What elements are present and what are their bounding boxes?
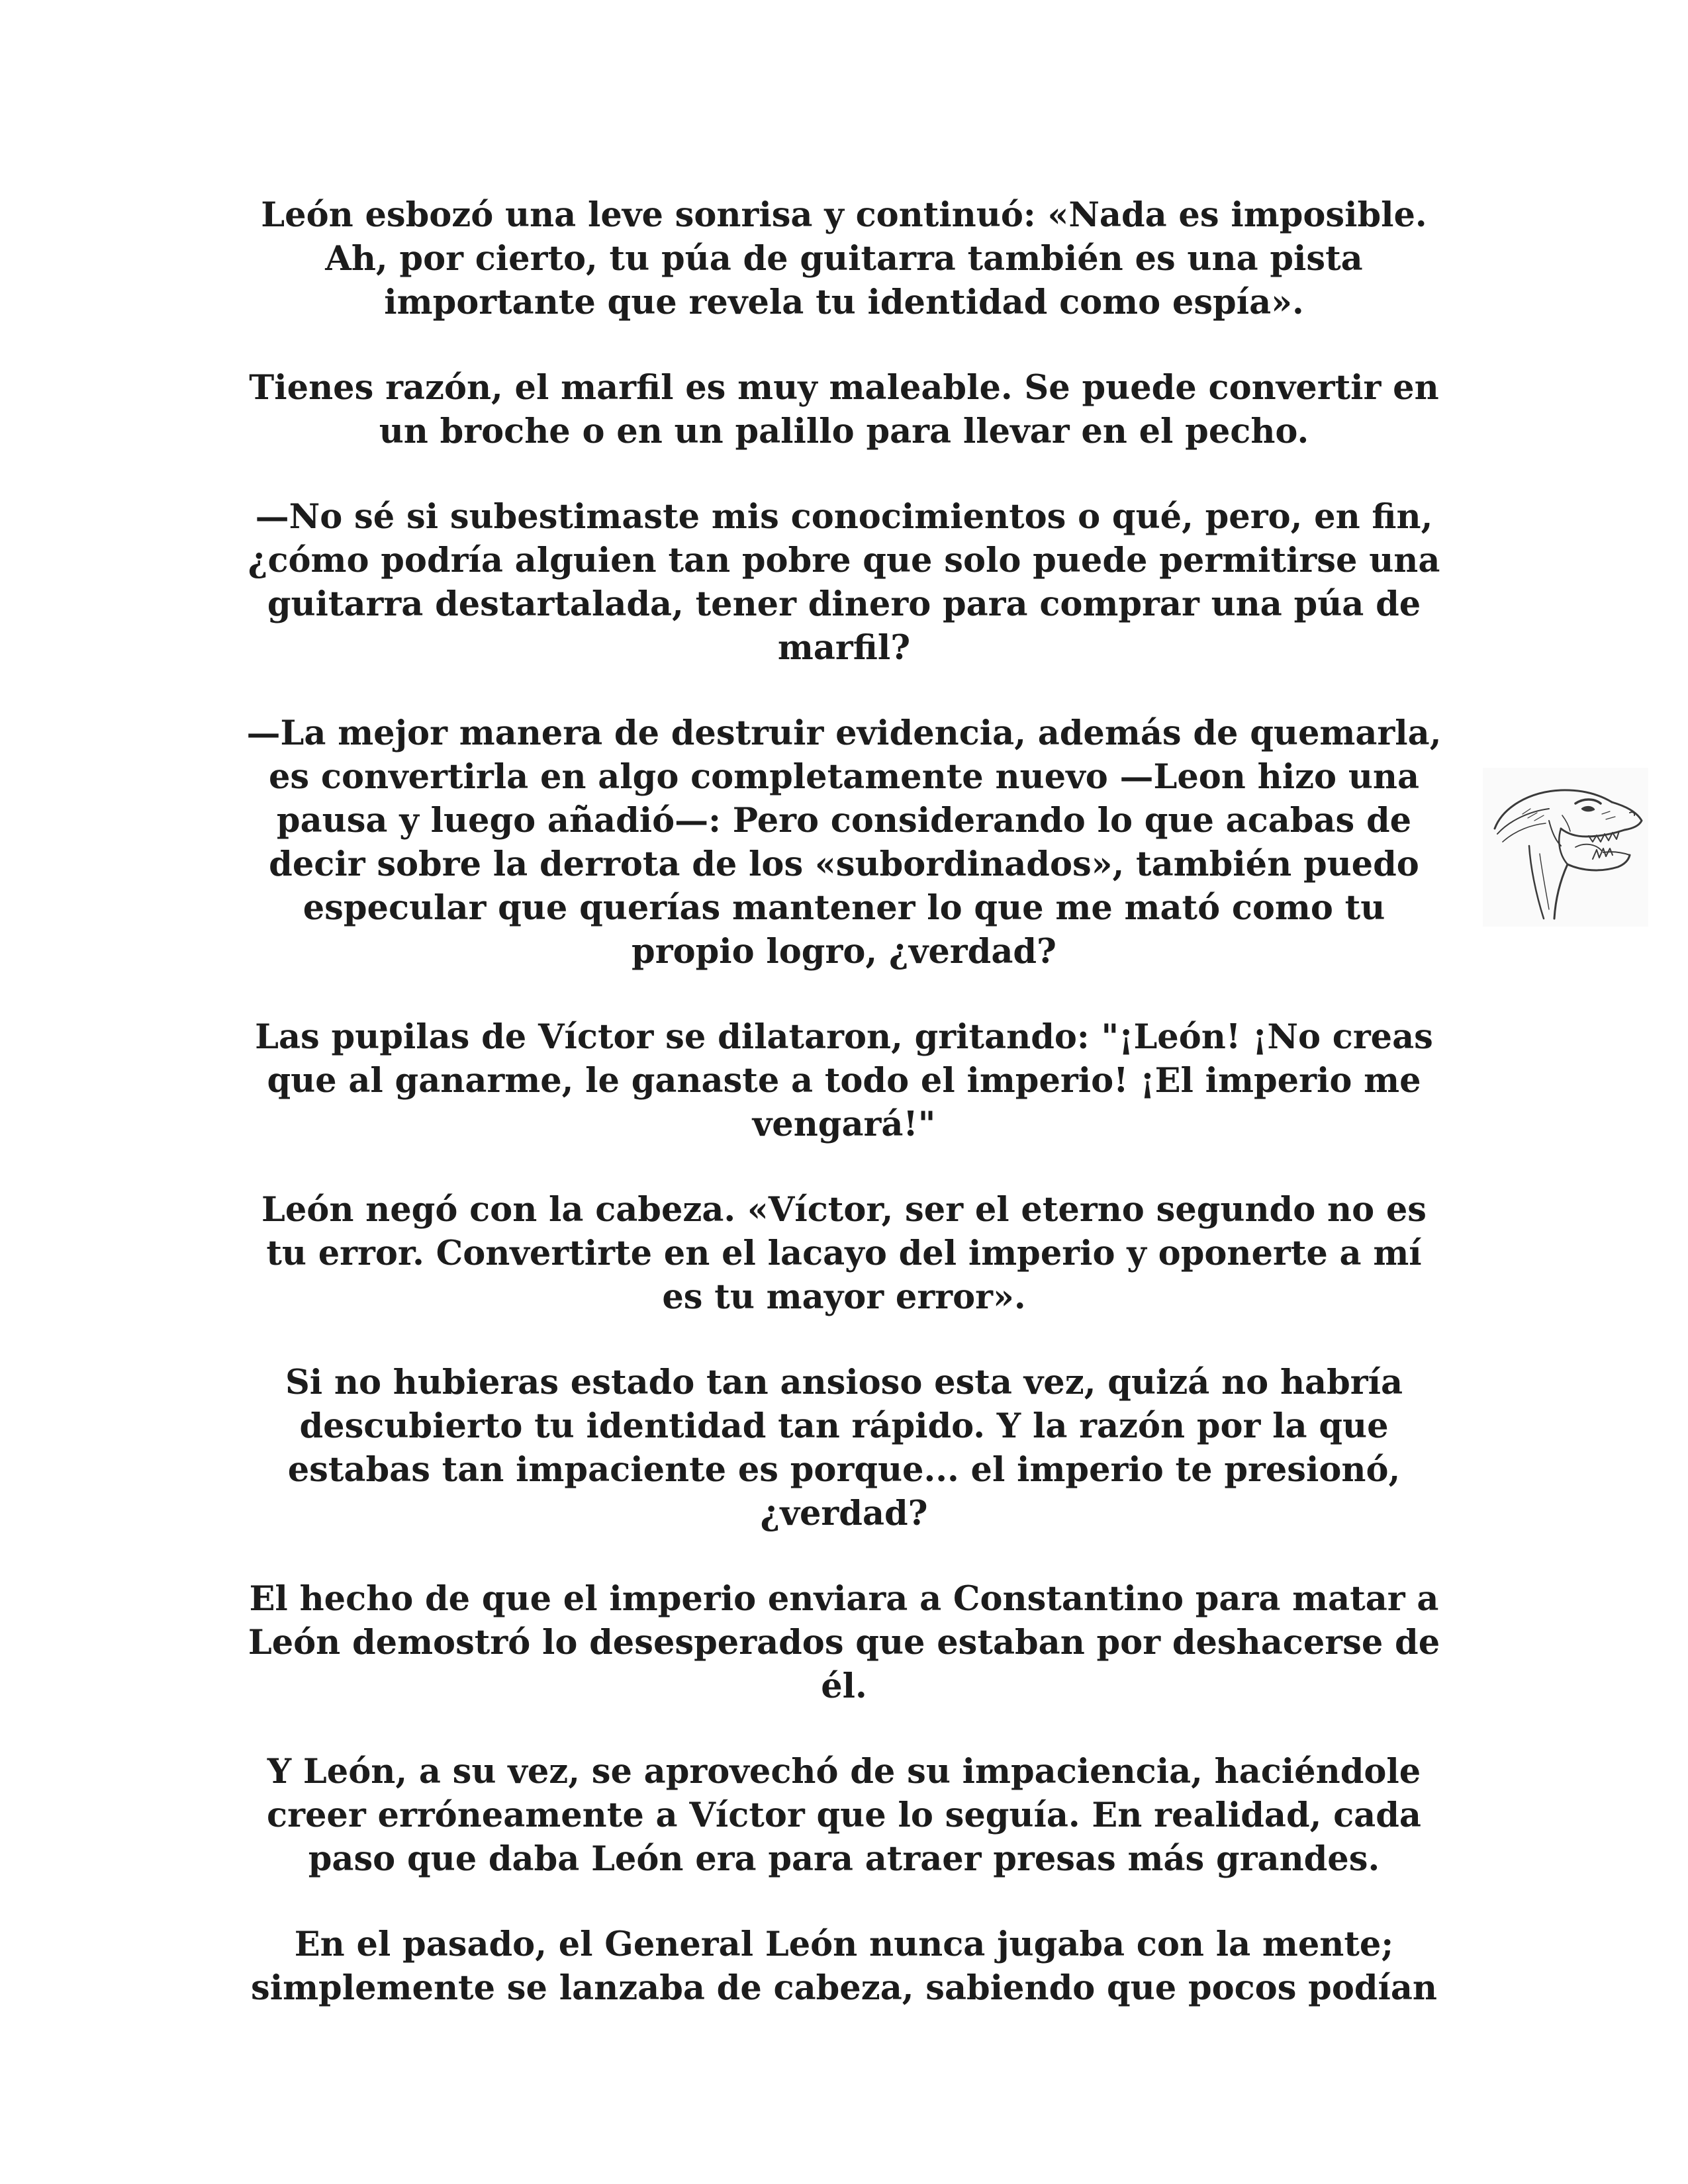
text-line: un broche o en un palillo para llevar en el pecho. xyxy=(379,412,1309,451)
text-line: paso que daba León era para atraer presas más grandes. xyxy=(308,1839,1380,1879)
text-line: Y León, a su vez, se aprovechó de su impaciencia, haciéndole xyxy=(267,1752,1421,1792)
paragraph xyxy=(225,1015,1463,1146)
paragraph xyxy=(225,366,1463,453)
text-line: Tienes razón, el marfil es muy maleable. Se puede convertir en xyxy=(249,368,1439,408)
text-line: creer erróneamente a Víctor que lo seguía. En realidad, cada xyxy=(267,1796,1421,1835)
text-line: León negó con la cabeza. «Víctor, ser el eterno segundo no es xyxy=(261,1190,1427,1230)
paragraph xyxy=(225,1750,1463,1881)
text-line: León esbozó una leve sonrisa y continuó: «Nada es imposible. xyxy=(261,195,1427,235)
text-line: ¿verdad? xyxy=(760,1494,928,1533)
dinosaur-head-sketch-icon xyxy=(1483,768,1648,927)
text-line: él. xyxy=(821,1666,867,1706)
paragraph xyxy=(225,1361,1463,1535)
text-line: es tu mayor error». xyxy=(662,1277,1026,1317)
text-line: En el pasado, el General León nunca jugaba con la mente; xyxy=(294,1925,1394,1964)
text-line: guitarra destartalada, tener dinero para comprar una púa de xyxy=(267,584,1421,624)
text-line: Si no hubieras estado tan ansioso esta vez, quizá no habría xyxy=(285,1363,1403,1402)
paragraph xyxy=(225,1577,1463,1708)
text-line: —La mejor manera de destruir evidencia, además de quemarla, xyxy=(246,713,1442,753)
text-line: es convertirla en algo completamente nuevo —Leon hizo una xyxy=(268,757,1420,797)
paragraph xyxy=(225,1188,1463,1319)
text-line: que al ganarme, le ganaste a todo el imperio! ¡El imperio me xyxy=(267,1061,1421,1101)
text-line: simplemente se lanzaba de cabeza, sabiendo que pocos podían xyxy=(251,1968,1437,2008)
text-line: El hecho de que el imperio enviara a Constantino para matar a xyxy=(249,1579,1439,1619)
paragraph xyxy=(225,1923,1463,2010)
text-line: importante que revela tu identidad como espía». xyxy=(384,283,1304,322)
text-line: tu error. Convertirte en el lacayo del imperio y oponerte a mí xyxy=(266,1234,1422,1273)
text-line: especular que querías mantener lo que me mató como tu xyxy=(303,888,1385,928)
text-line: León demostró lo desesperados que estaban por deshacerse de xyxy=(248,1623,1440,1662)
text-line: ¿cómo podría alguien tan pobre que solo puede permitirse una xyxy=(248,541,1440,580)
body-text xyxy=(225,193,1463,2052)
text-line: decir sobre la derrota de los «subordinados», también puedo xyxy=(269,844,1419,884)
text-line: marfil? xyxy=(777,628,911,668)
text-line: estabas tan impaciente es porque... el imperio te presionó, xyxy=(287,1450,1401,1490)
text-line: descubierto tu identidad tan rápido. Y la razón por la que xyxy=(299,1406,1389,1446)
text-line: pausa y luego añadió—: Pero considerando lo que acabas de xyxy=(276,801,1412,841)
text-line: —No sé si subestimaste mis conocimientos o qué, pero, en fin, xyxy=(255,497,1433,537)
text-line: Ah, por cierto, tu púa de guitarra también es una pista xyxy=(325,239,1363,279)
paragraph xyxy=(225,193,1463,324)
paragraph xyxy=(225,711,1463,974)
text-line: propio logro, ¿verdad? xyxy=(632,932,1056,972)
paragraph xyxy=(225,495,1463,670)
text-line: vengará!" xyxy=(752,1105,936,1144)
text-line: Las pupilas de Víctor se dilataron, gritando: "¡León! ¡No creas xyxy=(255,1017,1433,1057)
